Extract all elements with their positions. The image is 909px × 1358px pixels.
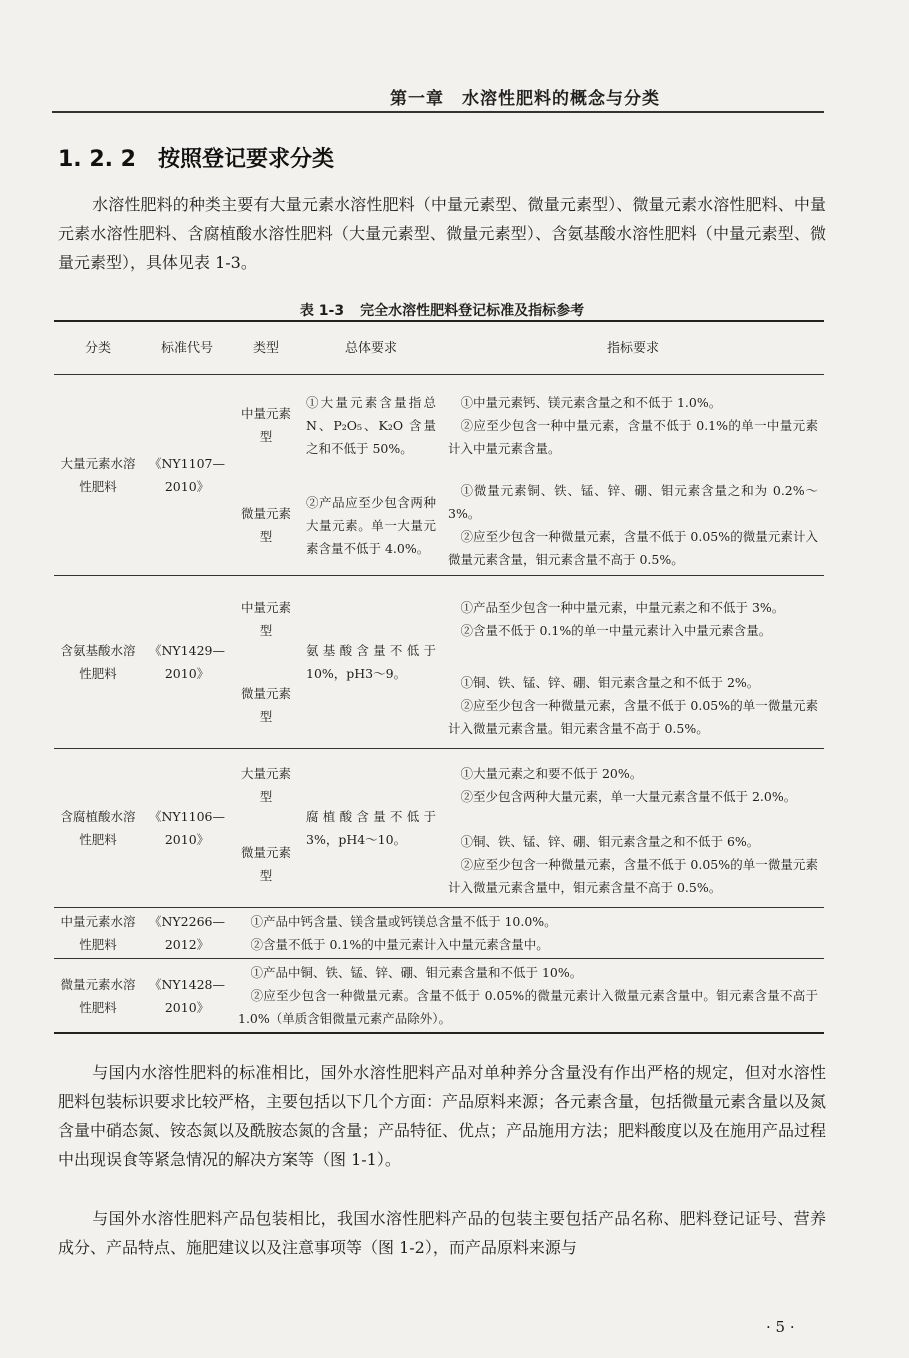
header-type: 类型 <box>232 321 300 375</box>
table-row <box>54 375 824 476</box>
indicator-line: ②含量不低于 0.1%的中量元素计入中量元素含量中。 <box>250 937 549 952</box>
section-number: 1. 2. 2 <box>58 147 136 172</box>
indicator-cell <box>232 959 824 1034</box>
indicator-line: ①产品中钙含量、镁含量或钙镁总含量不低于 10.0%。 <box>250 914 557 929</box>
indicator-line: ①中量元素钙、镁元素含量之和不低于 1.0%。 <box>460 394 722 410</box>
indicator-cell <box>232 908 824 959</box>
table-row <box>54 749 824 822</box>
indicator-cell <box>442 576 824 663</box>
table-header-row <box>54 321 824 375</box>
paragraph-3-text: 与国外水溶性肥料产品包装相比，我国水溶性肥料产品的包装主要包括产品名称、肥料登记证号、营养成分、产品特点、施肥建议以及注意事项等（图 1-2），而产品原料来源与 <box>58 1209 826 1257</box>
intro-paragraph-text: 水溶性肥料的种类主要有大量元素水溶性肥料（中量元素型、微量元素型）、微量元素水溶性肥料、中量元素水溶性肥料、含腐植酸水溶性肥料（大量元素型、微量元素型）、含氨基酸水溶性肥料（中量元素型、微量元素型），具体见表 1-3。 <box>58 195 826 272</box>
general-cell: 氨基酸含量不低于 10%，pH3～9。 <box>300 576 442 749</box>
type-cell: 微量元素型 <box>232 662 300 749</box>
code-cell: 《NY2266—2012》 <box>142 908 232 959</box>
table-row <box>54 908 824 959</box>
table-row <box>54 576 824 663</box>
header-category: 分类 <box>54 321 142 375</box>
indicator-line: ②应至少包含一种中量元素，含量不低于 0.1%的单一中量元素计入中量元素含量。 <box>448 417 818 456</box>
registration-standards-table <box>54 320 824 1034</box>
section-title: 按照登记要求分类 <box>157 147 334 172</box>
indicator-cell <box>442 662 824 749</box>
category-cell: 含氨基酸水溶性肥料 <box>54 576 142 749</box>
indicator-line: ①产品中铜、铁、锰、锌、硼、钼元素含量和不低于 10%。 <box>250 965 583 980</box>
code-cell: 《NY1429—2010》 <box>142 576 232 749</box>
section-heading <box>58 142 334 173</box>
table-title: 完全水溶性肥料登记标准及指标参考 <box>360 303 585 319</box>
table-row <box>54 959 824 1034</box>
paragraph-2-text: 与国内水溶性肥料的标准相比，国外水溶性肥料产品对单种养分含量没有作出严格的规定，但对水溶性肥料包装标识要求比较严格，主要包括以下几个方面：产品原料来源；各元素含量，包括微量元素含量以及氮含量中硝态氮、铵态氮以及酰胺态氮的含量；产品特征、优点；产品施用方法；肥料酸度以及在施用产品过程中出现误食等紧急情况的解决方案等（图 1-1）。 <box>58 1063 827 1169</box>
page-number: · 5 · <box>766 1318 795 1336</box>
intro-paragraph <box>58 190 826 277</box>
header-rule <box>52 111 824 113</box>
indicator-line: ②含量不低于 0.1%的单一中量元素计入中量元素含量。 <box>460 623 772 638</box>
running-head: 第一章 水溶性肥料的概念与分类 <box>390 89 660 109</box>
category-cell: 含腐植酸水溶性肥料 <box>54 749 142 908</box>
general-cell: ①大量元素含量指总 N、P₂O₅、K₂O 含量之和不低于 50%。 <box>306 394 436 456</box>
indicator-line: ②应至少包含一种微量元素，含量不低于 0.05%的单一微量元素计入微量元素含量。钼元素含量不高于 0.5%。 <box>448 697 818 736</box>
indicator-line: ②应至少包含一种微量元素。含量不低于 0.05%的微量元素计入微量元素含量中。钼元素含量不高于 1.0%（单质含钼微量元素产品除外）。 <box>238 988 818 1026</box>
body-paragraph-2 <box>58 1058 826 1174</box>
category-cell: 大量元素水溶性肥料 <box>54 375 142 576</box>
indicator-line: ②应至少包含一种微量元素，含量不低于 0.05%的微量元素计入微量元素含量，钼元素含量不高于 0.5%。 <box>448 529 818 567</box>
header-general: 总体要求 <box>300 321 442 375</box>
type-cell: 中量元素型 <box>240 600 291 638</box>
indicator-cell <box>442 475 824 576</box>
table-caption <box>58 300 826 320</box>
type-cell: 中量元素型 <box>240 406 291 444</box>
code-cell: 《NY1107—2010》 <box>142 375 232 576</box>
code-cell: 《NY1106—2010》 <box>142 749 232 908</box>
indicator-cell <box>442 375 824 476</box>
table-number: 表 1-3 <box>299 303 345 319</box>
type-cell: 微量元素型 <box>232 821 300 908</box>
indicator-line: ②至少包含两种大量元素，单一大量元素含量不低于 2.0%。 <box>460 789 797 804</box>
code-cell: 《NY1428—2010》 <box>142 959 232 1034</box>
general-cell: ②产品应至少包含两种大量元素。单一大量元素含量不低于 4.0%。 <box>300 475 442 576</box>
category-cell: 中量元素水溶性肥料 <box>54 908 142 959</box>
type-cell: 大量元素型 <box>240 766 291 804</box>
body-paragraph-3 <box>58 1204 826 1262</box>
indicator-line: ①铜、铁、锰、锌、硼、钼元素含量之和不低于 2%。 <box>460 674 760 690</box>
indicator-line: ②应至少包含一种微量元素，含量不低于 0.05%的单一微量元素计入微量元素含量中，钼元素含量不高于 0.5%。 <box>448 856 818 895</box>
indicator-line: ①产品至少包含一种中量元素，中量元素之和不低于 3%。 <box>460 600 785 615</box>
indicator-line: ①大量元素之和要不低于 20%。 <box>460 766 643 781</box>
type-cell: 微量元素型 <box>232 475 300 576</box>
header-indicators: 指标要求 <box>442 321 824 375</box>
category-cell: 微量元素水溶性肥料 <box>54 959 142 1034</box>
header-code: 标准代号 <box>142 321 232 375</box>
indicator-line: ①铜、铁、锰、锌、硼、钼元素含量之和不低于 6%。 <box>460 833 760 849</box>
general-cell: 腐植酸含量不低于 3%，pH4～10。 <box>300 749 442 908</box>
indicator-line: ①微量元素铜、铁、锰、锌、硼、钼元素含量之和为 0.2%～3%。 <box>448 483 818 521</box>
indicator-cell <box>442 749 824 822</box>
indicator-cell <box>442 821 824 908</box>
